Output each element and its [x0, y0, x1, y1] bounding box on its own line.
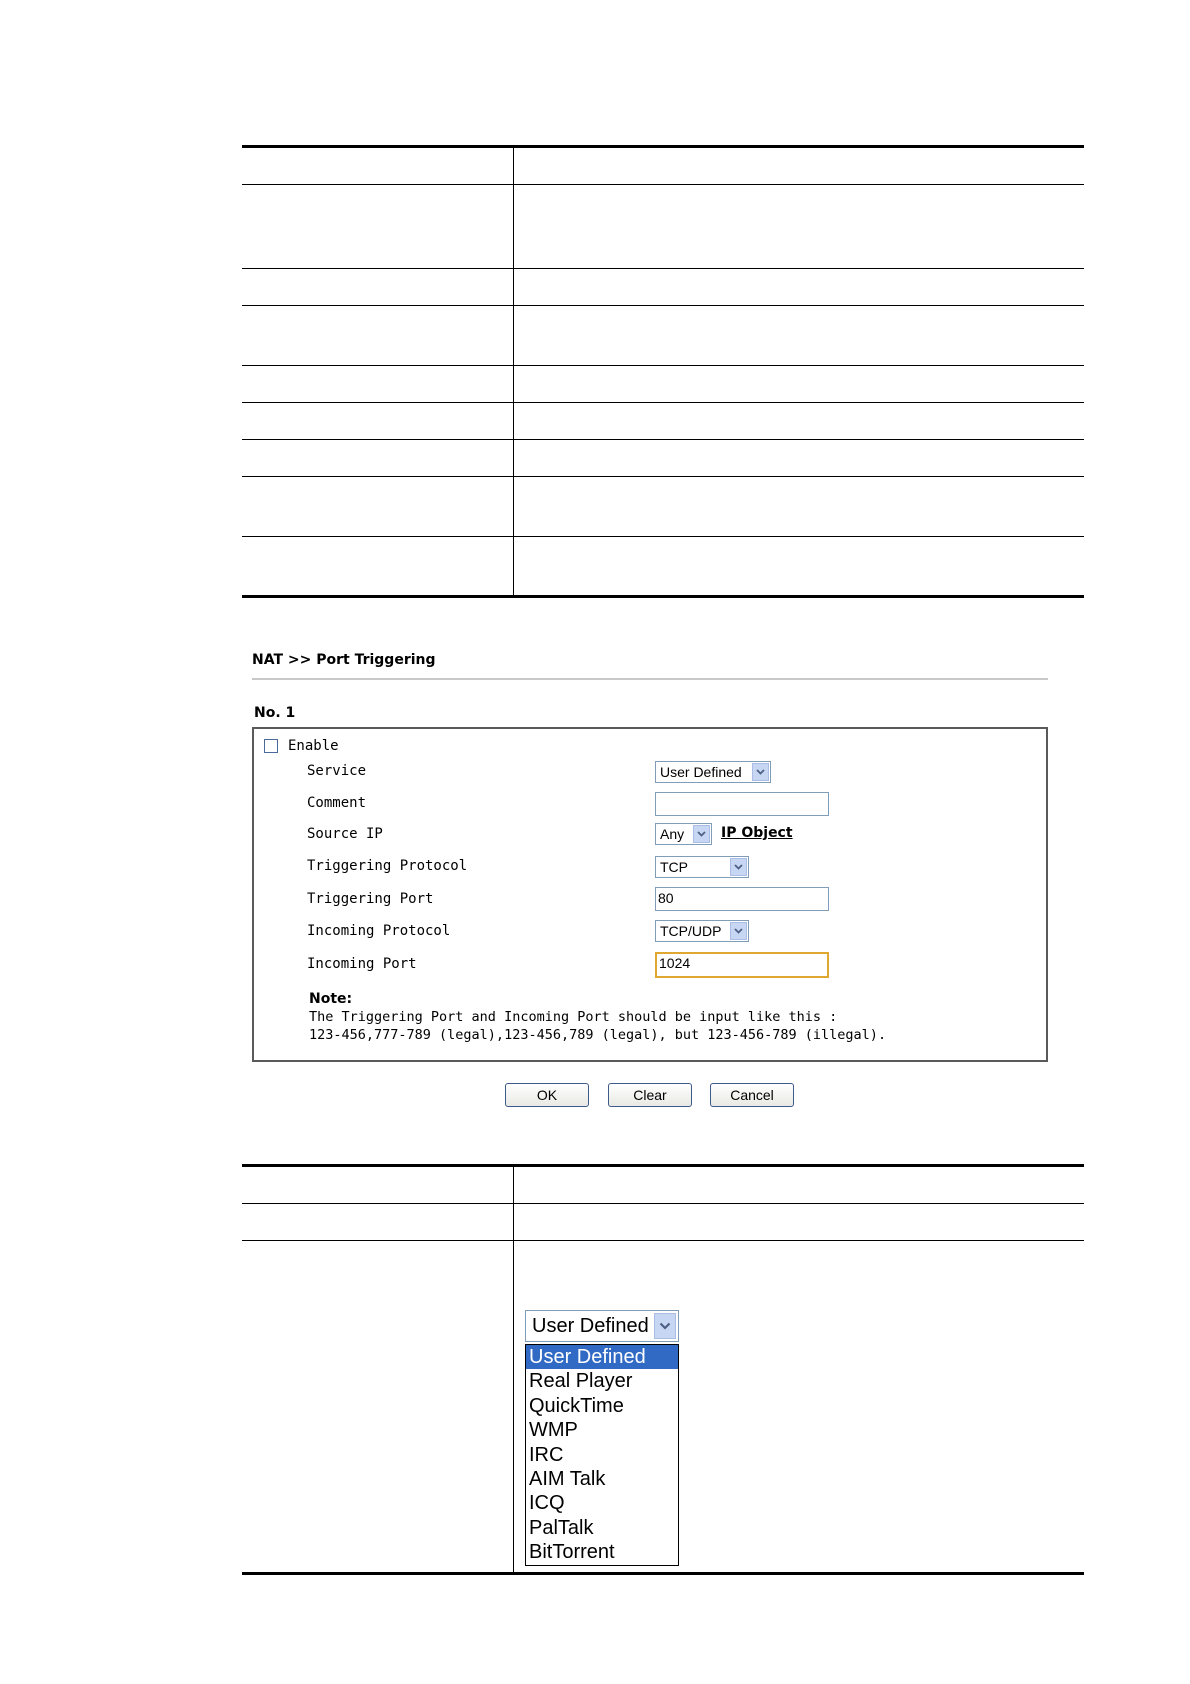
- table-cell: [514, 185, 1085, 269]
- table-cell: [514, 147, 1085, 185]
- service-value: User Defined: [660, 764, 742, 780]
- table-cell: [242, 537, 514, 597]
- table-cell: [514, 1204, 1085, 1241]
- service-label: Service: [307, 763, 367, 779]
- table-cell: [242, 366, 514, 403]
- enable-checkbox[interactable]: [264, 739, 278, 753]
- triggering-port-label: Triggering Port: [307, 891, 434, 907]
- service-option[interactable]: Real Player: [529, 1370, 633, 1393]
- rule-settings-panel: [252, 727, 1048, 1062]
- table-cell: [514, 537, 1085, 597]
- chevron-down-icon: [693, 825, 710, 843]
- comment-input[interactable]: [655, 792, 829, 816]
- source-ip-select[interactable]: [655, 823, 712, 845]
- table-cell: [242, 1166, 514, 1204]
- source-ip-label: Source IP: [307, 826, 383, 842]
- enable-row: [264, 738, 339, 754]
- triggering-protocol-label: Triggering Protocol: [307, 858, 468, 874]
- source-ip-value: Any: [660, 826, 685, 842]
- breadcrumb: NAT >> Port Triggering: [252, 652, 436, 668]
- ok-button[interactable]: OK: [505, 1083, 589, 1107]
- chevron-down-icon: [654, 1313, 676, 1339]
- triggering-protocol-select[interactable]: [655, 856, 749, 878]
- incoming-protocol-value: TCP/UDP: [660, 923, 722, 939]
- service-select[interactable]: [655, 761, 771, 783]
- incoming-port-input[interactable]: 1024: [655, 952, 829, 978]
- service-option[interactable]: PalTalk: [529, 1516, 594, 1539]
- incoming-protocol-select[interactable]: [655, 920, 749, 942]
- table-cell: [242, 403, 514, 440]
- service-option[interactable]: WMP: [529, 1419, 578, 1442]
- service-dropdown-value: User Defined: [532, 1314, 649, 1337]
- note-title: Note:: [309, 991, 353, 1007]
- table-cell: [242, 440, 514, 477]
- table-cell: [242, 1204, 514, 1241]
- cancel-button[interactable]: Cancel: [710, 1083, 794, 1107]
- table-cell: [514, 440, 1085, 477]
- table-cell: [242, 1241, 514, 1574]
- triggering-protocol-value: TCP: [660, 859, 688, 875]
- service-option[interactable]: User Defined: [526, 1345, 678, 1369]
- service-options-list: [525, 1344, 679, 1566]
- note-block: [309, 990, 886, 1044]
- table-cell: [514, 366, 1085, 403]
- note-line-2: 123-456,777-789 (legal),123-456,789 (legal), but 123-456-789 (illegal).: [309, 1027, 887, 1043]
- table-cell: [514, 477, 1085, 537]
- note-line-1: The Triggering Port and Incoming Port should be input like this :: [309, 1009, 838, 1025]
- table-cell: [242, 306, 514, 366]
- incoming-protocol-label: Incoming Protocol: [307, 923, 451, 939]
- service-option[interactable]: AIM Talk: [529, 1467, 606, 1490]
- clear-button[interactable]: Clear: [608, 1083, 692, 1107]
- table-cell: [242, 185, 514, 269]
- chevron-down-icon: [730, 858, 747, 876]
- ip-object-link[interactable]: IP Object: [721, 825, 793, 841]
- comment-label: Comment: [307, 795, 367, 811]
- enable-label: Enable: [288, 738, 339, 754]
- table-cell: [242, 477, 514, 537]
- service-option[interactable]: IRC: [529, 1443, 564, 1466]
- chevron-down-icon: [730, 922, 747, 940]
- service-option[interactable]: QuickTime: [529, 1394, 624, 1417]
- service-option[interactable]: BitTorrent: [529, 1541, 615, 1564]
- triggering-port-input[interactable]: 80: [655, 887, 829, 911]
- table-cell: [242, 269, 514, 306]
- service-dropdown-expanded[interactable]: [525, 1310, 679, 1342]
- chevron-down-icon: [752, 763, 769, 781]
- table-cell: [242, 147, 514, 185]
- service-option[interactable]: ICQ: [529, 1492, 565, 1515]
- table-cell: [514, 403, 1085, 440]
- table-cell: [514, 269, 1085, 306]
- top-description-table: [242, 145, 1084, 598]
- table-cell: [514, 1166, 1085, 1204]
- incoming-port-label: Incoming Port: [307, 956, 417, 972]
- table-cell: [514, 306, 1085, 366]
- rule-number-label: No. 1: [254, 705, 296, 721]
- breadcrumb-divider: [252, 678, 1048, 680]
